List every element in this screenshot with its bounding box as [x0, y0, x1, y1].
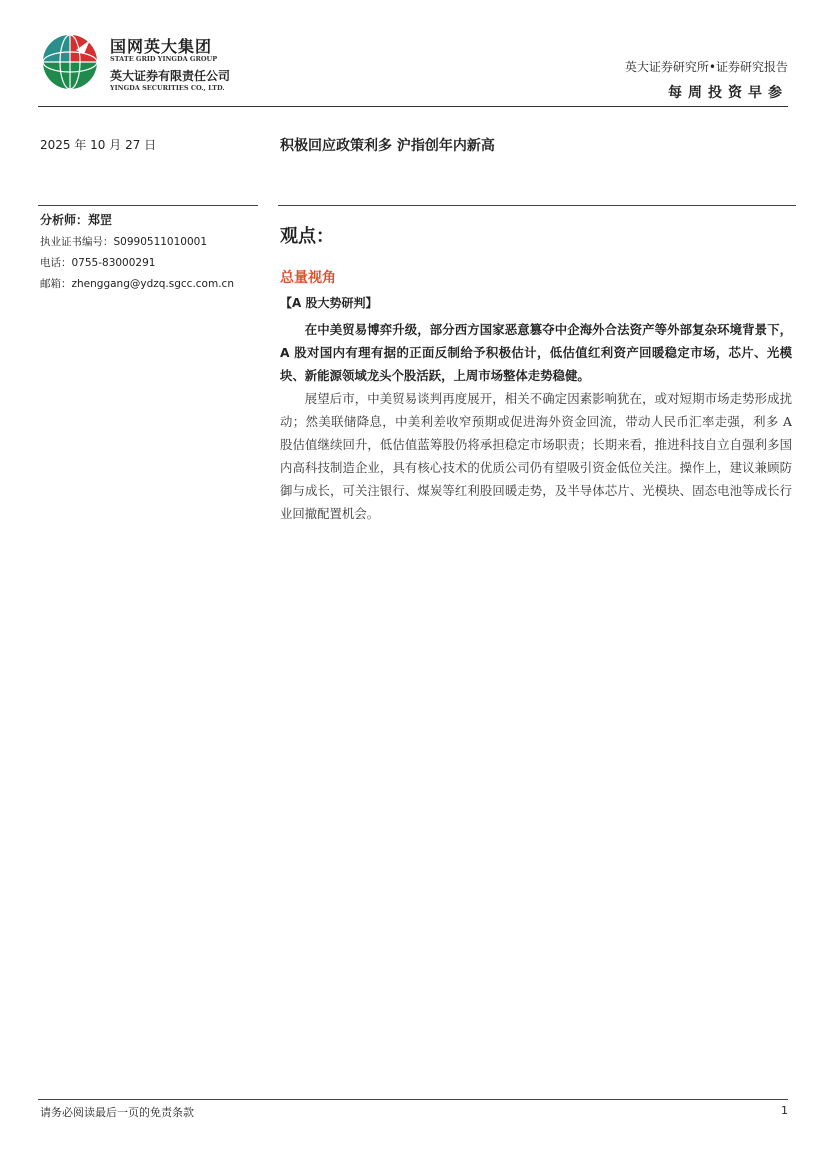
main-divider: [278, 205, 796, 206]
analyst-name: 分析师：郑罡: [40, 213, 113, 227]
sidebar-divider: [38, 205, 258, 206]
report-title: 积极回应政策利多 沪指创年内新高: [280, 138, 495, 154]
section-heading: 总量视角: [280, 270, 336, 286]
logo-group-name-en: STATE GRID YINGDA GROUP: [110, 55, 218, 63]
report-date: 2025 年 10 月 27 日: [40, 138, 157, 152]
globe-logo-icon: [40, 32, 100, 92]
institute-label: 英大证券研究所•证券研究报告: [624, 60, 788, 74]
analyst-email: 邮箱：zhenggang@ydzq.sgcc.com.cn: [40, 278, 234, 290]
logo-group-name: 国网英大集团: [110, 37, 213, 56]
viewpoint-heading: 观点：: [280, 226, 334, 247]
analyst-cert: 执业证书编号：S0990511010001: [40, 236, 208, 248]
analyst-phone: 电话：0755-83000291: [40, 257, 156, 269]
outlook-paragraph: 展望后市，中美贸易谈判再度展开，相关不确定因素影响犹在，或对短期市场走势形成扰动；然美联储降息，中美利差收窄预期或促进海外资金回流，带动人民币汇率走强，利多 A 股估值继续回升，低估值蓝筹股仍将承担稳定市场职责；长期来看，推进科技自立自强利多国内高科技制造企业，具有核心技术的优质公司仍有望吸引资金低位关注。操作上，建议兼顾防御与成长，可关注银行、煤炭等红利股回暖走势，及半导体芯片、光模块、固态电池等成长行业回撤配置机会。: [280, 391, 792, 521]
report-type-label: 每周投资早参: [668, 85, 788, 101]
footer-disclaimer: 请务必阅读最后一页的免责条款: [40, 1106, 194, 1119]
summary-paragraph: 在中美贸易博弈升级，部分西方国家恶意篡夺中企海外合法资产等外部复杂环境背景下，A 股对国内有理有据的正面反制给予积极估计，低估值红利资产回暖稳定市场，芯片、光模块、新能源领域龙头个股活跃，上周市场整体走势稳健。: [280, 322, 792, 383]
logo-company-name-en: YINGDA SECURITIES CO., LTD.: [110, 84, 225, 92]
footer-divider: [38, 1099, 788, 1100]
company-logo: [40, 30, 260, 96]
header-divider: [38, 106, 788, 107]
logo-company-name: 英大证券有限责任公司: [110, 69, 231, 83]
subsection-heading: 【A 股大势研判】: [280, 296, 378, 310]
page-number: 1: [781, 1104, 788, 1117]
